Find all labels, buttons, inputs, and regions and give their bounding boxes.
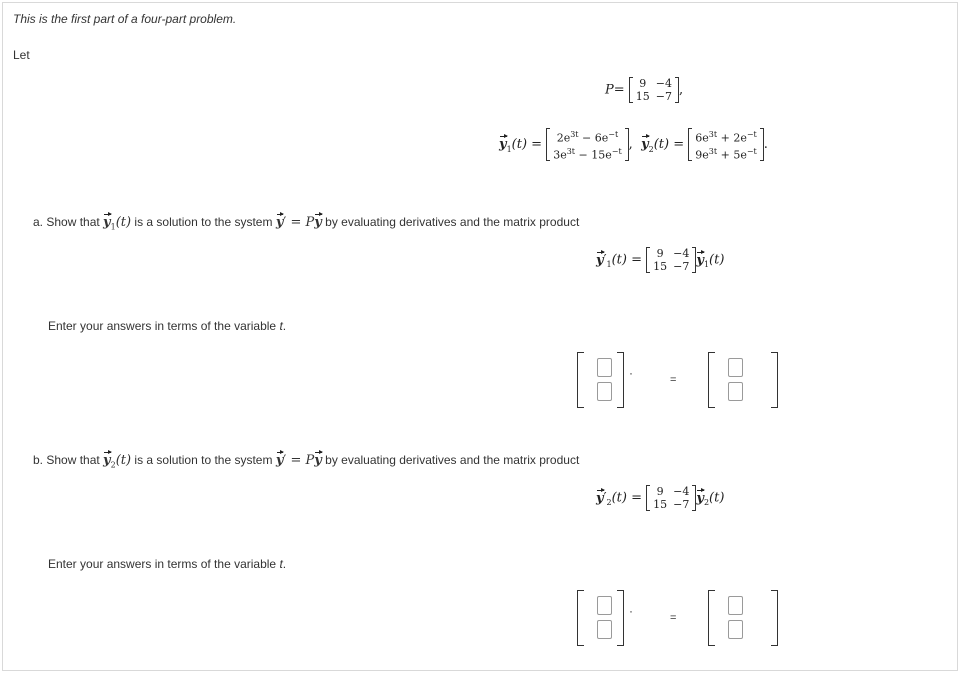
intro-text: This is the first part of a four-part problem. [13,12,237,26]
y2-arg: (t) [653,137,670,153]
matrix-p-definition: P= 9 −4 15 −7 , [605,77,684,103]
matrix-p [629,77,679,103]
part-b-answer-area [577,590,783,646]
problem-panel [2,2,958,671]
part-b-vector-symbol: y [103,453,111,468]
part-a-lhs-bottom-input[interactable] [597,382,612,401]
part-a-rhs-top-input[interactable] [728,358,743,377]
part-a-vector-symbol: y [103,215,111,230]
dot: · [629,366,633,380]
right-bracket [617,590,624,646]
p-symbol: P [605,82,614,98]
y1-vector [546,128,628,161]
part-a-instructions: Enter your answers in terms of the variable t. [48,319,287,333]
part-a-rhs-bottom-input[interactable] [728,382,743,401]
right-bracket [771,590,778,646]
y2-vector [688,128,763,161]
part-a-question: a. Show that $y_1(t)$ is a solution to the system y′ = Py by evaluating derivatives and the matrix product [33,215,580,232]
part-b-matrix: 9 −4 15 −7 [646,485,696,511]
p-22: −7 [655,90,672,103]
let-label: Let [13,48,30,62]
y2-symbol: y [641,137,649,153]
y2-index: 2 [648,144,654,154]
vector-definitions: $y_1(t)$ = $2e^{3t} - 6e^{-t}$ $3e^{3t} - 15e^{-t}$ , $y_2(t)$ = $6e^{3t} + 2e^{-t}$ $9e^{3t} + 5e^{-t}$ . [499,130,768,162]
y2-entry-1: $6e^{3t} + 2e^{-t}$ [695,130,757,145]
left-bracket [577,352,584,408]
p-21: 15 [635,90,650,103]
y1-index: 1 [506,144,512,154]
y2-entry-2: $9e^{3t} + 5e^{-t}$ [695,146,757,162]
part-a-lhs-top-input[interactable] [597,358,612,377]
part-b-instructions: Enter your answers in terms of the variable t. [48,557,287,571]
left-bracket [708,352,715,408]
part-b-question: b. Show that $y_2(t)$ is a solution to the system y′ = Py by evaluating derivatives and the matrix product [33,453,580,470]
part-b-equation: $y'_2(t)$ = 9 −4 15 −7 $y_2(t)$ [596,485,725,511]
part-b-rhs-top-input[interactable] [728,596,743,615]
part-b-rhs-bottom-input[interactable] [728,620,743,639]
dot: · [629,604,633,618]
part-a-answer-area [577,352,783,408]
left-bracket [577,590,584,646]
p-11: 9 [639,77,647,90]
part-b-lhs-top-input[interactable] [597,596,612,615]
right-bracket [771,352,778,408]
part-a-equation: $y'_1(t)$ = 9 −4 15 −7 $y_1(t)$ [596,247,725,273]
right-bracket [617,352,624,408]
y1-entry-1: $2e^{3t} - 6e^{-t}$ [556,130,619,145]
y1-arg: (t) [511,137,528,153]
equals-sign: = [670,374,677,386]
left-bracket [708,590,715,646]
part-a-matrix: 9 −4 15 −7 [646,247,696,273]
y1-symbol: y [499,137,507,153]
part-b-lhs-bottom-input[interactable] [597,620,612,639]
p-12: −4 [655,77,672,90]
y1-entry-2: $3e^{3t} - 15e^{-t}$ [553,146,622,162]
equals-sign: = [670,612,677,624]
